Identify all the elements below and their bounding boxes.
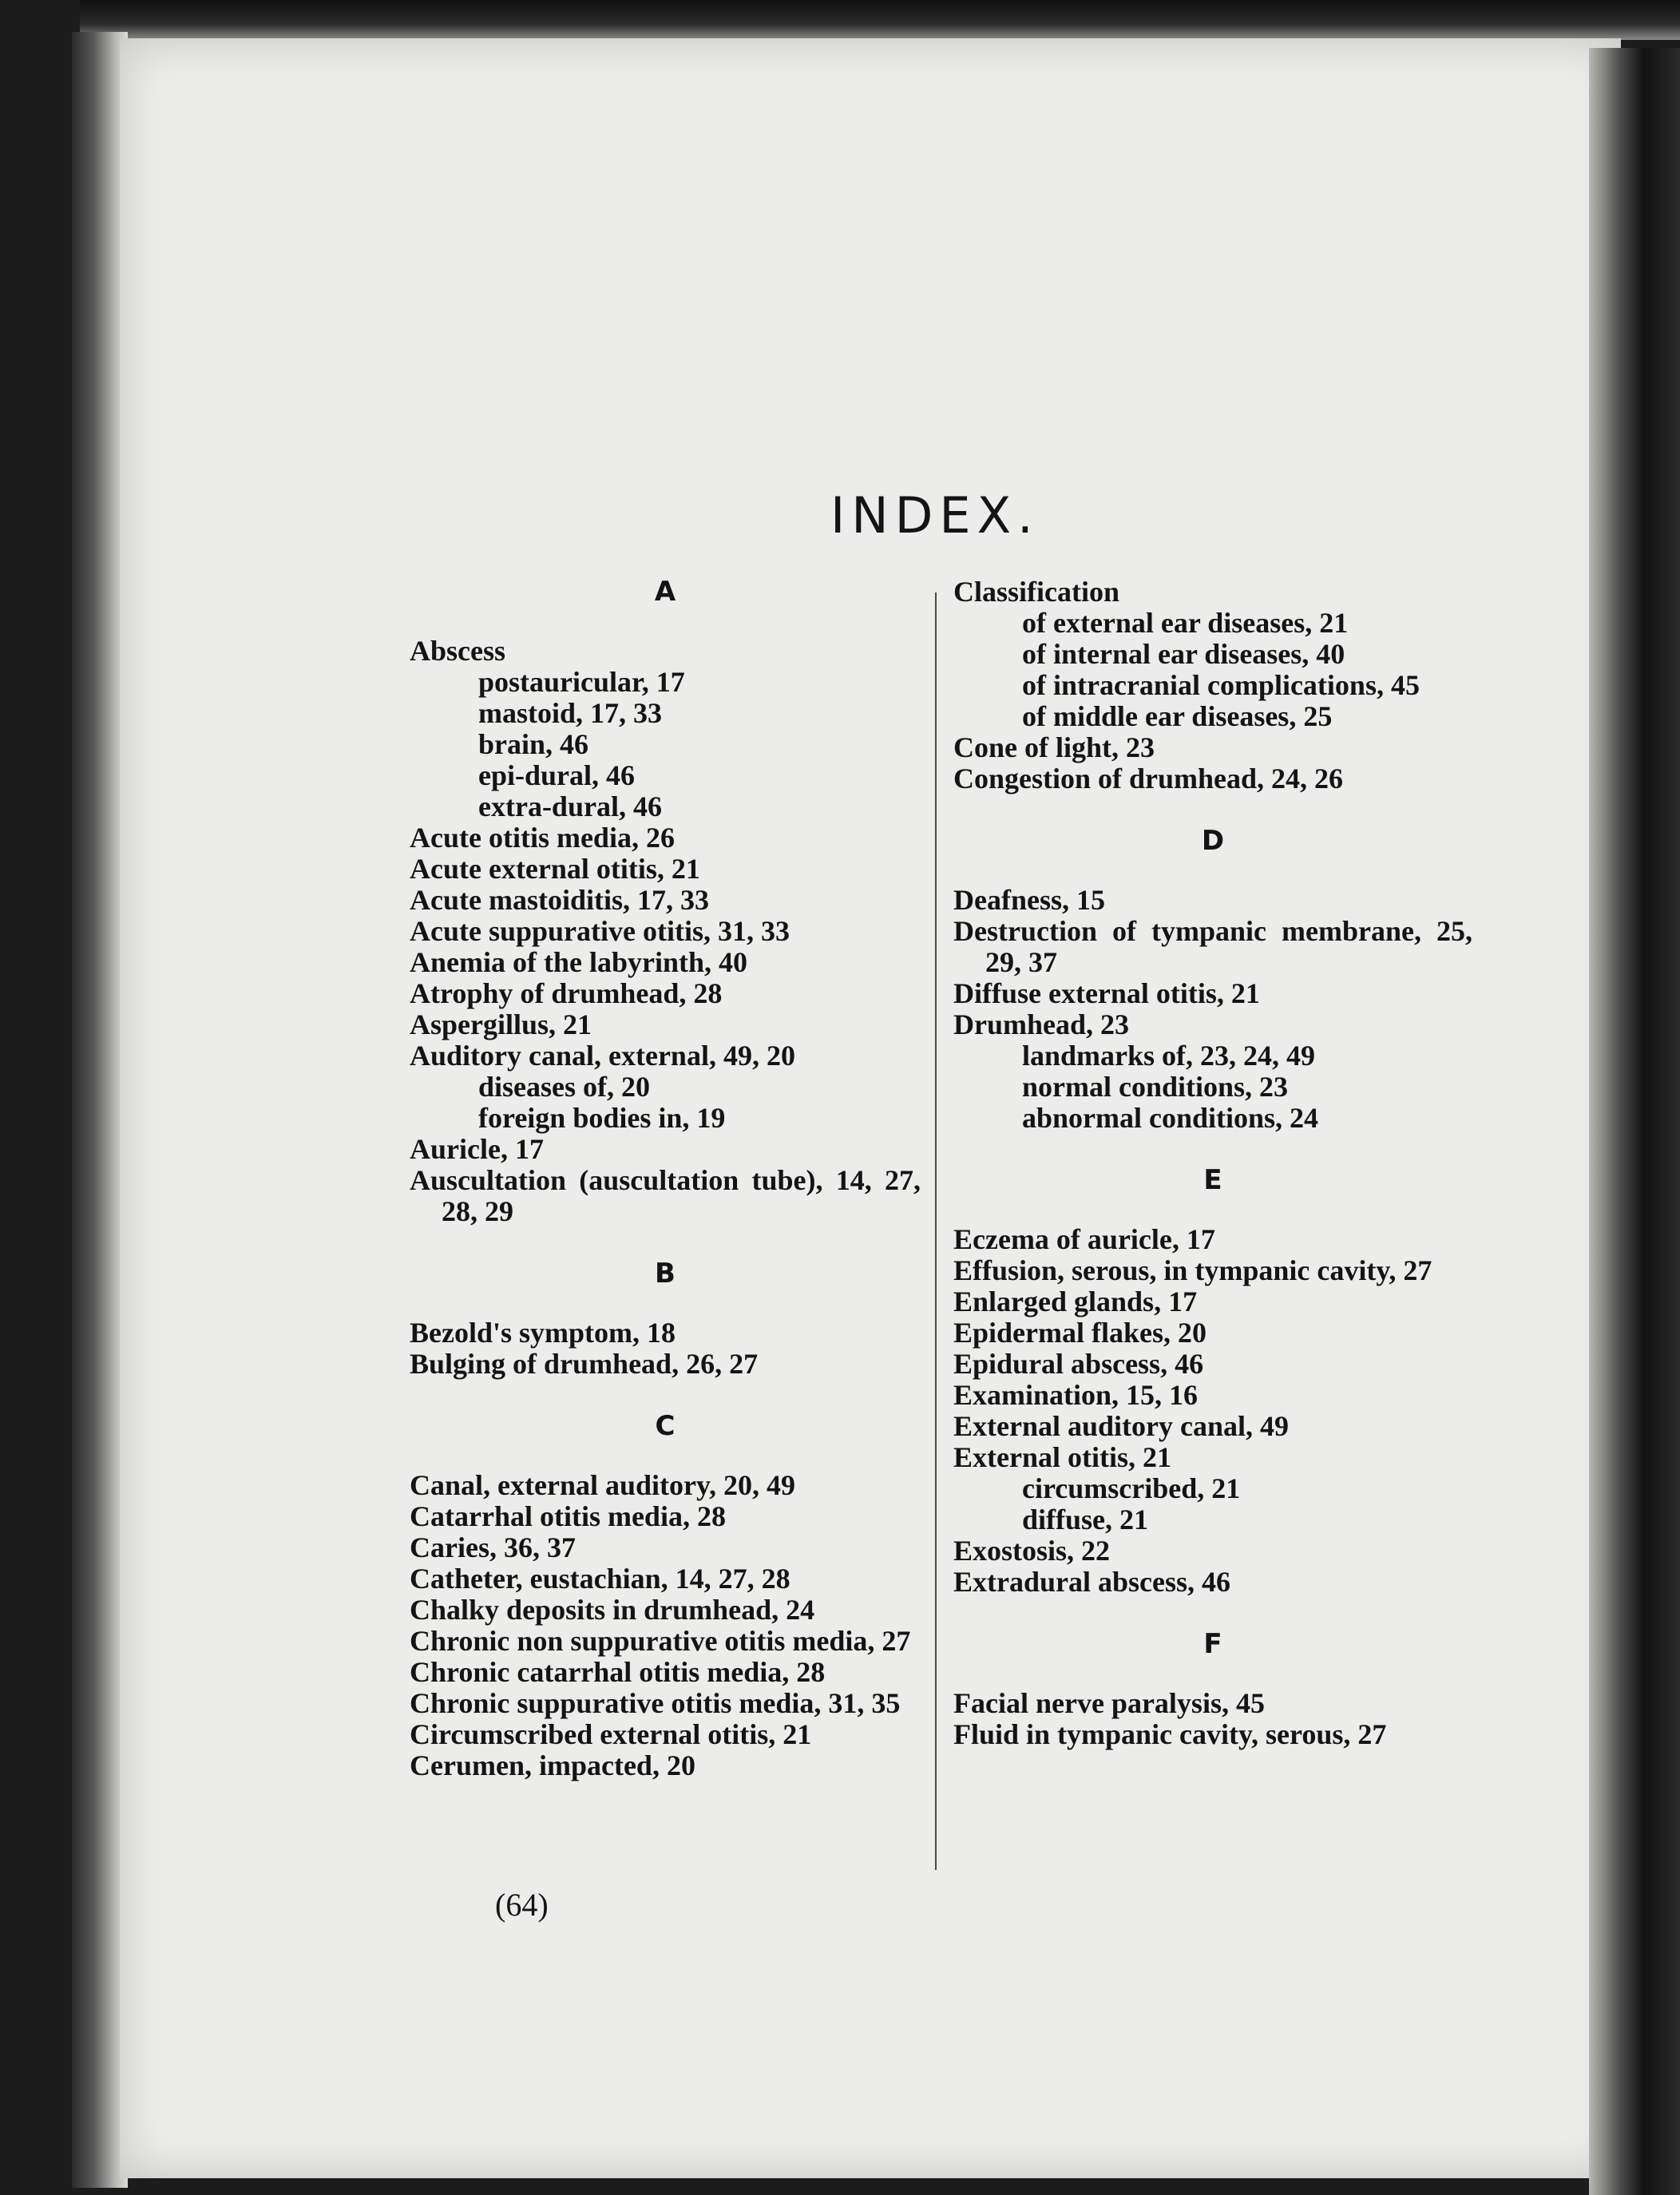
section-letter: F (1203, 1628, 1222, 1660)
section-gap (410, 1227, 921, 1258)
index-entry: Extradural abscess, 46 (953, 1566, 1231, 1598)
section-letter: B (655, 1258, 676, 1290)
index-entry: Chronic suppurative otitis media, 31, 35 (410, 1687, 901, 1719)
index-entry: Acute otitis media, 26 (410, 822, 675, 854)
index-entry: Canal, external auditory, 20, 49 (410, 1469, 795, 1501)
index-entry: Aspergillus, 21 (410, 1008, 592, 1040)
index-subentry: foreign bodies in, 19 (478, 1102, 726, 1134)
index-entry: Abscess (410, 635, 506, 667)
index-entry: Bezold's symptom, 18 (410, 1317, 676, 1349)
section-letter: A (654, 576, 676, 608)
index-entry: Classification (953, 576, 1120, 608)
index-subentry: postauricular, 17 (478, 666, 685, 698)
index-entry: Examination, 15, 16 (953, 1379, 1199, 1411)
index-entry: Drumhead, 23 (953, 1008, 1130, 1040)
index-entry: Catarrhal otitis media, 28 (410, 1500, 726, 1532)
index-subentry: normal conditions, 23 (1022, 1071, 1289, 1103)
index-entry: Cerumen, impacted, 20 (410, 1749, 695, 1781)
page-number: (64) (495, 1887, 549, 1923)
index-entry: Auditory canal, external, 49, 20 (410, 1040, 795, 1072)
index-entry: External otitis, 21 (953, 1441, 1171, 1473)
index-entry: Effusion, serous, in tympanic cavity, 27 (953, 1254, 1432, 1286)
section-gap (953, 1598, 1472, 1629)
section-gap (953, 1134, 1472, 1165)
index-subentry: extra-dural, 46 (478, 790, 662, 822)
index-entry: Auricle, 17 (410, 1133, 544, 1165)
index-entry: Auscultation (auscultation tube), 14, 27, 28, 29 (410, 1164, 921, 1227)
index-entry: Enlarged glands, 17 (953, 1286, 1198, 1317)
section-gap (410, 1380, 921, 1411)
index-entry: Anemia of the labyrinth, 40 (410, 946, 747, 978)
index-column-right (953, 576, 1472, 1750)
index-subentry: of internal ear diseases, 40 (1022, 638, 1345, 670)
index-entry: External auditory canal, 49 (953, 1410, 1289, 1442)
index-entry: Destruction of tympanic membrane, 25, 29, 37 (953, 915, 1472, 978)
section-letter: E (1203, 1164, 1222, 1196)
index-entry: Eczema of auricle, 17 (953, 1223, 1215, 1255)
index-subentry: diseases of, 20 (478, 1071, 650, 1103)
index-entry: Diffuse external otitis, 21 (953, 977, 1260, 1009)
index-entry: Chronic catarrhal otitis media, 28 (410, 1656, 826, 1688)
index-column-left (410, 576, 921, 1781)
index-subentry: brain, 46 (478, 728, 589, 760)
index-entry: Fluid in tympanic cavity, serous, 27 (953, 1718, 1387, 1750)
index-entry: Chalky deposits in drumhead, 24 (410, 1594, 815, 1626)
index-entry: Deafness, 15 (953, 884, 1105, 916)
index-entry: Bulging of drumhead, 26, 27 (410, 1348, 759, 1380)
index-subentry: diffuse, 21 (1022, 1504, 1149, 1535)
index-entry: Acute external otitis, 21 (410, 853, 700, 885)
index-subentry: mastoid, 17, 33 (478, 697, 663, 729)
index-subentry: epi-dural, 46 (478, 759, 636, 791)
index-entry: Epidermal flakes, 20 (953, 1317, 1207, 1349)
section-gap (953, 794, 1472, 826)
index-entry: Acute mastoiditis, 17, 33 (410, 884, 709, 916)
page-title: INDEX. (830, 486, 1040, 545)
index-entry: Acute suppurative otitis, 31, 33 (410, 915, 790, 947)
index-entry: Caries, 36, 37 (410, 1531, 576, 1563)
index-entry: Chronic non suppurative otitis media, 27 (410, 1625, 911, 1657)
index-entry: Facial nerve paralysis, 45 (953, 1687, 1265, 1719)
index-subentry: circumscribed, 21 (1022, 1472, 1241, 1504)
index-entry: Catheter, eustachian, 14, 27, 28 (410, 1563, 790, 1595)
section-letter: D (1201, 825, 1225, 857)
index-subentry: abnormal conditions, 24 (1022, 1102, 1319, 1134)
index-subentry: of external ear diseases, 21 (1022, 607, 1349, 639)
index-subentry: of middle ear diseases, 25 (1022, 700, 1333, 732)
index-entry: Cone of light, 23 (953, 731, 1155, 763)
index-entry: Epidural abscess, 46 (953, 1348, 1204, 1380)
index-subentry: of intracranial complications, 45 (1022, 669, 1420, 701)
section-letter: C (655, 1410, 676, 1442)
column-divider (935, 592, 937, 1870)
index-subentry: landmarks of, 23, 24, 49 (1022, 1040, 1316, 1072)
index-entry: Circumscribed external otitis, 21 (410, 1718, 812, 1750)
index-entry: Exostosis, 22 (953, 1535, 1111, 1567)
index-entry: Congestion of drumhead, 24, 26 (953, 763, 1344, 794)
index-entry: Atrophy of drumhead, 28 (410, 977, 723, 1009)
